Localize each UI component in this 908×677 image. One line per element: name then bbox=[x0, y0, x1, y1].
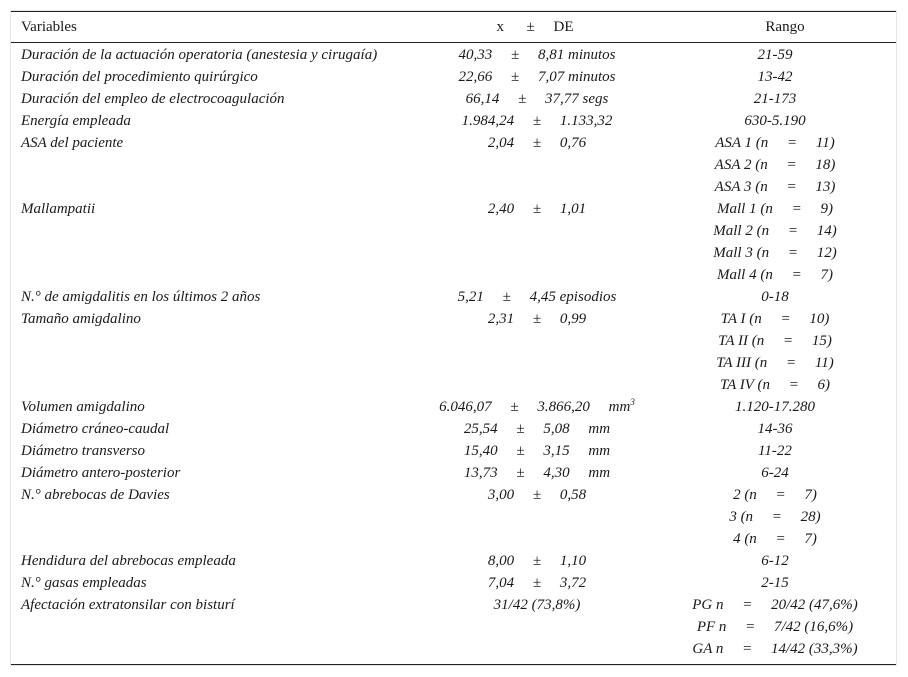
table-row bbox=[0, 66, 908, 88]
cell-range: 630-5.190 bbox=[744, 113, 806, 129]
cell-range: 2-15 bbox=[761, 575, 789, 591]
table-bottom-rule bbox=[11, 664, 896, 665]
cell-mean-sd bbox=[410, 572, 664, 594]
cell-range: 1.120-17.280 bbox=[735, 399, 815, 415]
cell-range: ASA 2 (n = 18) bbox=[714, 157, 836, 173]
cell-variable: ASA del paciente bbox=[21, 135, 124, 151]
cell-mean-sd bbox=[410, 440, 664, 462]
cell-variable: Energía empleada bbox=[21, 113, 131, 129]
cell-mean-text: 7,04 ± 3,72 bbox=[487, 575, 587, 591]
cell-mean-sd bbox=[410, 484, 664, 506]
table-row bbox=[0, 616, 908, 638]
table-row bbox=[0, 44, 908, 66]
cell-variable: Volumen amigdalino bbox=[21, 399, 145, 415]
table-row bbox=[0, 440, 908, 462]
cell-mean-sd bbox=[410, 396, 664, 418]
cell-range: TA IV (n = 6) bbox=[719, 377, 831, 393]
cell-variable: Diámetro transverso bbox=[21, 443, 146, 459]
cell-mean-sd bbox=[410, 418, 664, 440]
table-row bbox=[0, 462, 908, 484]
cell-mean-sd bbox=[410, 308, 664, 330]
table-row bbox=[0, 352, 908, 374]
table-body bbox=[0, 44, 908, 660]
cell-range: 6-12 bbox=[761, 553, 789, 569]
cell-variable: Afectación extratonsilar con bisturí bbox=[21, 597, 235, 613]
table-row bbox=[0, 572, 908, 594]
cell-range: 11-22 bbox=[758, 443, 792, 459]
cell-range: Mall 4 (n = 7) bbox=[717, 267, 833, 283]
table-row bbox=[0, 396, 908, 418]
cell-range: ASA 1 (n = 11) bbox=[715, 135, 835, 151]
cell-range: Mall 2 (n = 14) bbox=[713, 223, 837, 239]
cell-range: 0-18 bbox=[761, 289, 789, 305]
table-row bbox=[0, 220, 908, 242]
cell-mean-sd bbox=[410, 88, 664, 110]
cell-mean-sd bbox=[410, 594, 664, 616]
table-row bbox=[0, 484, 908, 506]
cell-mean-text: 15,40 ± 3,15 mm bbox=[463, 443, 611, 459]
cell-variable: Duración de la actuación operatoria (anestesia y cirugaía) bbox=[21, 47, 378, 63]
cell-mean-sd bbox=[410, 462, 664, 484]
table-row bbox=[0, 264, 908, 286]
cell-range: 21-59 bbox=[757, 47, 793, 63]
cell-range: TA I (n = 10) bbox=[720, 311, 830, 327]
cell-mean-sd bbox=[410, 66, 664, 88]
cell-variable: Tamaño amigdalino bbox=[21, 311, 141, 327]
unit-superscript: 3 bbox=[630, 397, 635, 407]
cell-range: PG n = 20/42 (47,6%) bbox=[692, 597, 858, 613]
cell-range: GA n = 14/42 (33,3%) bbox=[692, 641, 858, 657]
cell-mean-text: 25,54 ± 5,08 mm bbox=[463, 421, 611, 437]
header-range: Rango bbox=[765, 19, 805, 35]
table-row bbox=[0, 154, 908, 176]
cell-range: 6-24 bbox=[761, 465, 789, 481]
cell-variable: Duración del procedimiento quirúrgico bbox=[21, 69, 258, 85]
cell-variable: Mallampatii bbox=[21, 201, 96, 217]
cell-mean-sd bbox=[410, 286, 664, 308]
cell-range: TA III (n = 11) bbox=[716, 355, 834, 371]
cell-mean-sd bbox=[410, 550, 664, 572]
cell-mean-text: 2,04 ± 0,76 bbox=[487, 135, 587, 151]
cell-mean-text: 8,00 ± 1,10 bbox=[487, 553, 587, 569]
table-row bbox=[0, 550, 908, 572]
cell-mean-text: 13,73 ± 4,30 mm bbox=[463, 465, 611, 481]
table-row bbox=[0, 198, 908, 220]
table-row bbox=[0, 176, 908, 198]
table-row bbox=[0, 88, 908, 110]
cell-mean-text: 2,40 ± 1,01 bbox=[487, 201, 587, 217]
cell-range: 3 (n = 28) bbox=[729, 509, 821, 525]
cell-mean-text: 66,14 ± 37,77 segs bbox=[465, 91, 609, 107]
table-row bbox=[0, 110, 908, 132]
cell-range: 4 (n = 7) bbox=[733, 531, 817, 547]
table-row bbox=[0, 506, 908, 528]
cell-range: 2 (n = 7) bbox=[733, 487, 817, 503]
table-row bbox=[0, 132, 908, 154]
header-variables: Variables bbox=[21, 19, 77, 35]
table-row bbox=[0, 242, 908, 264]
cell-mean-sd bbox=[410, 44, 664, 66]
table-row bbox=[0, 528, 908, 550]
table-row bbox=[0, 308, 908, 330]
cell-variable: Duración del empleo de electrocoagulación bbox=[21, 91, 285, 107]
cell-range: PF n = 7/42 (16,6%) bbox=[696, 619, 854, 635]
cell-range: 13-42 bbox=[757, 69, 793, 85]
cell-range: 14-36 bbox=[757, 421, 793, 437]
cell-mean-text: 22,66 ± 7,07 minutos bbox=[458, 69, 616, 85]
cell-mean-text: 2,31 ± 0,99 bbox=[487, 311, 587, 327]
cell-variable: N.° de amigdalitis en los últimos 2 años bbox=[21, 289, 261, 305]
cell-mean-text: 40,33 ± 8,81 minutos bbox=[458, 47, 616, 63]
cell-variable: Hendidura del abrebocas empleada bbox=[21, 553, 236, 569]
table-row bbox=[0, 638, 908, 660]
cell-range: Mall 1 (n = 9) bbox=[717, 201, 833, 217]
table-top-rule bbox=[11, 11, 896, 12]
cell-mean-text: 31/42 (73,8%) bbox=[493, 597, 581, 613]
cell-mean-sd bbox=[410, 198, 664, 220]
cell-range: TA II (n = 15) bbox=[718, 333, 832, 349]
cell-mean-sd bbox=[410, 132, 664, 154]
cell-variable: Diámetro antero-posterior bbox=[21, 465, 181, 481]
cell-range: 21-173 bbox=[753, 91, 797, 107]
cell-mean-text: 1.984,24 ± 1.133,32 bbox=[461, 113, 613, 129]
cell-variable: N.° abrebocas de Davies bbox=[21, 487, 170, 503]
table-row bbox=[0, 374, 908, 396]
cell-range: ASA 3 (n = 13) bbox=[714, 179, 836, 195]
cell-mean-sd bbox=[410, 110, 664, 132]
table-row bbox=[0, 594, 908, 616]
cell-variable: N.° gasas empleadas bbox=[21, 575, 147, 591]
table-row bbox=[0, 330, 908, 352]
cell-mean-text: 3,00 ± 0,58 bbox=[487, 487, 587, 503]
cell-mean-text: 6.046,07 ± 3.866,20 mm bbox=[439, 399, 631, 415]
table-row bbox=[0, 418, 908, 440]
table-row bbox=[0, 286, 908, 308]
header-mean-sd: x ± DE bbox=[496, 19, 574, 35]
cell-mean-text: 5,21 ± 4,45 episodios bbox=[457, 289, 617, 305]
cell-variable: Diámetro cráneo-caudal bbox=[21, 421, 170, 437]
cell-range: Mall 3 (n = 12) bbox=[713, 245, 837, 261]
table-header-rule bbox=[11, 42, 896, 43]
